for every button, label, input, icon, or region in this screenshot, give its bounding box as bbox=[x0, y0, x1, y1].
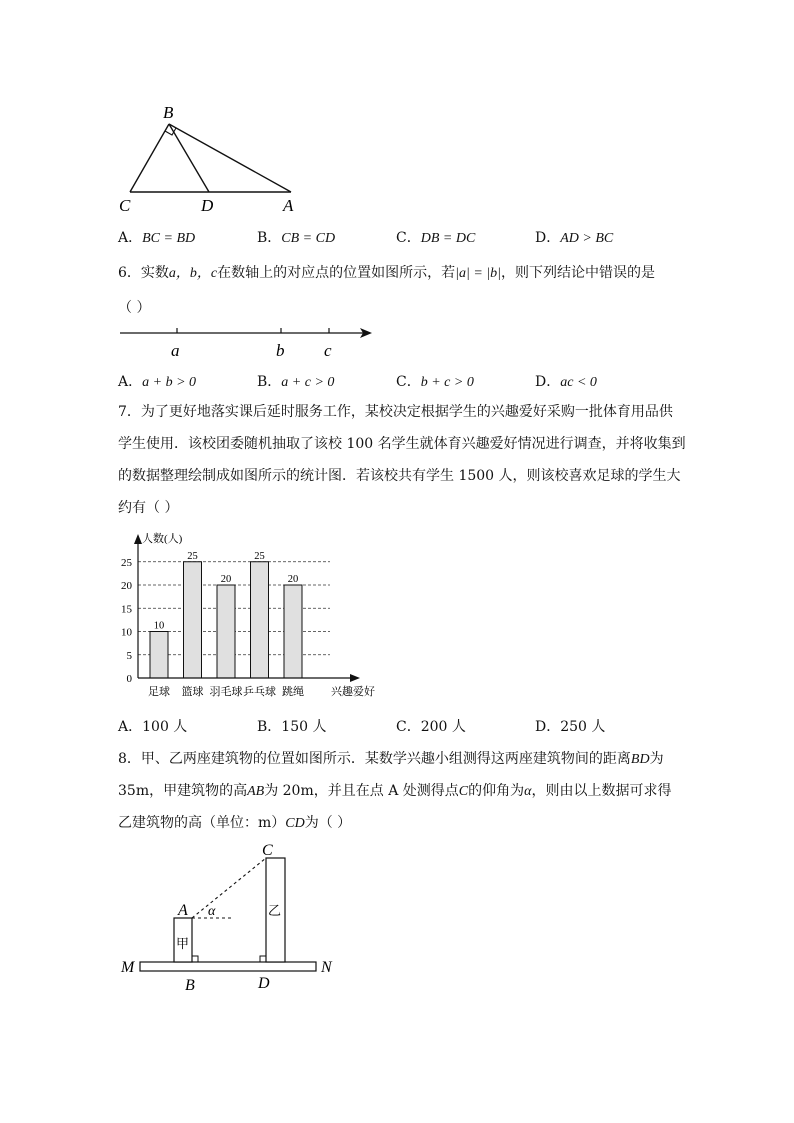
q8-line-2-e: 的仰角为 bbox=[468, 783, 525, 799]
q7-option-c-letter: C． bbox=[396, 719, 421, 735]
q8-line-1-c: 为 bbox=[649, 751, 664, 767]
q8-line-1-bd: BD bbox=[630, 752, 650, 767]
q5-label-b: B bbox=[163, 103, 174, 122]
q6-condition: |a| = |b| bbox=[455, 266, 501, 281]
q6-option-b-math: a + c > 0 bbox=[281, 375, 335, 390]
q8-label-d: D bbox=[258, 975, 270, 992]
q8-right-angle-d bbox=[260, 956, 266, 962]
q6-option-d-math: ac < 0 bbox=[560, 375, 597, 390]
chart-ytick-label: 10 bbox=[121, 626, 132, 639]
chart-category-label: 跳绳 bbox=[282, 686, 304, 698]
chart-category-label: 乒乓球 bbox=[243, 686, 276, 698]
q5-option-b-math: CB = CD bbox=[281, 231, 336, 246]
q6-stem-part3: ，则下列结论中错误的是 bbox=[500, 265, 655, 281]
q8-line-2-alpha: α bbox=[524, 784, 532, 799]
q8-line-3-cd: CD bbox=[285, 816, 305, 831]
chart-ytick-label: 20 bbox=[121, 580, 132, 592]
q7-option-a-letter: A． bbox=[118, 719, 143, 735]
q8-label-alpha: α bbox=[208, 904, 216, 919]
q8-label-a: A bbox=[178, 902, 188, 919]
q7-option-b-text: 150 人 bbox=[281, 719, 327, 735]
q7-line-2: 学生使用．该校团委随机抽取了该校 100 名学生就体育兴趣爱好情况进行调查，并将收集到 bbox=[118, 436, 686, 452]
q5-option-c-letter: C． bbox=[396, 230, 421, 246]
chart-ytick-label: 5 bbox=[126, 649, 132, 662]
q5-option-c-math: DB = DC bbox=[420, 231, 476, 246]
chart-value-label: 25 bbox=[254, 550, 265, 562]
q5-option-d-math: AD > BC bbox=[560, 231, 614, 246]
q8-label-jia: 甲 bbox=[176, 936, 190, 951]
q6-option-a-letter: A． bbox=[118, 374, 143, 390]
q7-option-d-text: 250 人 bbox=[560, 719, 606, 735]
q5-option-a-math: BC = BD bbox=[142, 231, 196, 246]
q8-label-b: B bbox=[185, 977, 195, 994]
q8-right-angle-b bbox=[192, 956, 198, 962]
q8-line-2-a: 35m，甲建筑物的高 bbox=[118, 783, 248, 799]
q6-label-b: b bbox=[276, 341, 285, 360]
q8-line-3-a: 乙建筑物的高（单位：m） bbox=[118, 815, 286, 831]
q7-option-a-text: 100 人 bbox=[142, 719, 188, 735]
q6-stem-part2: 在数轴上的对应点的位置如图所示，若 bbox=[217, 265, 456, 281]
q8-line-1-a: 8．甲、乙两座建筑物的位置如图所示．某数学兴趣小组测得这两座建筑物间的距离 bbox=[118, 751, 631, 767]
q8-line-2-g: ，则由以上数据可求得 bbox=[531, 783, 672, 799]
q8-line-2-point-c: C bbox=[458, 784, 469, 799]
q5-label-c: C bbox=[119, 196, 131, 215]
q5-option-a-letter: A． bbox=[118, 230, 143, 246]
chart-value-label: 10 bbox=[153, 620, 165, 632]
q8-ground-mn bbox=[140, 962, 316, 971]
q6-option-c-letter: C． bbox=[396, 374, 421, 390]
q6-label-a: a bbox=[171, 341, 180, 360]
q6-label-c: c bbox=[324, 341, 332, 360]
q5-option-b-letter: B． bbox=[257, 230, 282, 246]
q8-label-yi: 乙 bbox=[268, 903, 282, 918]
q6-option-c-math: b + c > 0 bbox=[420, 375, 474, 390]
q8-label-c: C bbox=[262, 842, 273, 859]
chart-ytick-label: 0 bbox=[126, 673, 132, 685]
q6-vars: a，b，c bbox=[168, 266, 218, 281]
chart-xlabel: 兴趣爱好 bbox=[331, 686, 375, 698]
q5-option-d-letter: D． bbox=[535, 230, 561, 246]
q7-line-4: 约有（ ） bbox=[118, 500, 179, 516]
q5-label-a: A bbox=[283, 196, 294, 215]
chart-value-label: 20 bbox=[220, 574, 232, 585]
q8-label-m: M bbox=[121, 959, 135, 976]
q7-line-1: 7．为了更好地落实课后延时服务工作，某校决定根据学生的兴趣爱好采购一批体育用品供 bbox=[118, 404, 673, 420]
chart-category-label: 羽毛球 bbox=[209, 686, 243, 698]
q8-sight-line-ac bbox=[192, 858, 266, 918]
q7-line-3: 的数据整理绘制成如图所示的统计图．若该校共有学生 1500 人，则该校喜欢足球的学生大 bbox=[118, 468, 681, 484]
chart-value-label: 20 bbox=[287, 574, 299, 585]
q6-option-a-math: a + b > 0 bbox=[142, 375, 197, 390]
chart-ylabel: 人数(人) bbox=[142, 533, 183, 545]
chart-ytick-label: 15 bbox=[121, 603, 132, 616]
q6-stem-part1: 6．实数 bbox=[118, 265, 169, 281]
q7-option-b-letter: B． bbox=[257, 719, 282, 735]
q8-line-2-c: 为 20m，并且在点 A 处测得点 bbox=[264, 783, 459, 799]
q8-label-n: N bbox=[321, 959, 332, 976]
chart-category-label: 篮球 bbox=[181, 686, 204, 698]
q7-option-d-letter: D． bbox=[535, 719, 561, 735]
chart-ytick-label: 25 bbox=[121, 556, 132, 569]
q8-line-3-c: 为（ ） bbox=[304, 815, 352, 831]
q6-paren: （ ） bbox=[118, 300, 151, 316]
q7-option-c-text: 200 人 bbox=[420, 719, 466, 735]
q6-option-d-letter: D． bbox=[535, 374, 561, 390]
q5-label-d: D bbox=[201, 196, 214, 215]
chart-value-label: 25 bbox=[187, 550, 198, 562]
q6-option-b-letter: B． bbox=[257, 374, 282, 390]
chart-category-label: 足球 bbox=[148, 686, 170, 698]
q8-line-2-ab: AB bbox=[247, 784, 265, 799]
